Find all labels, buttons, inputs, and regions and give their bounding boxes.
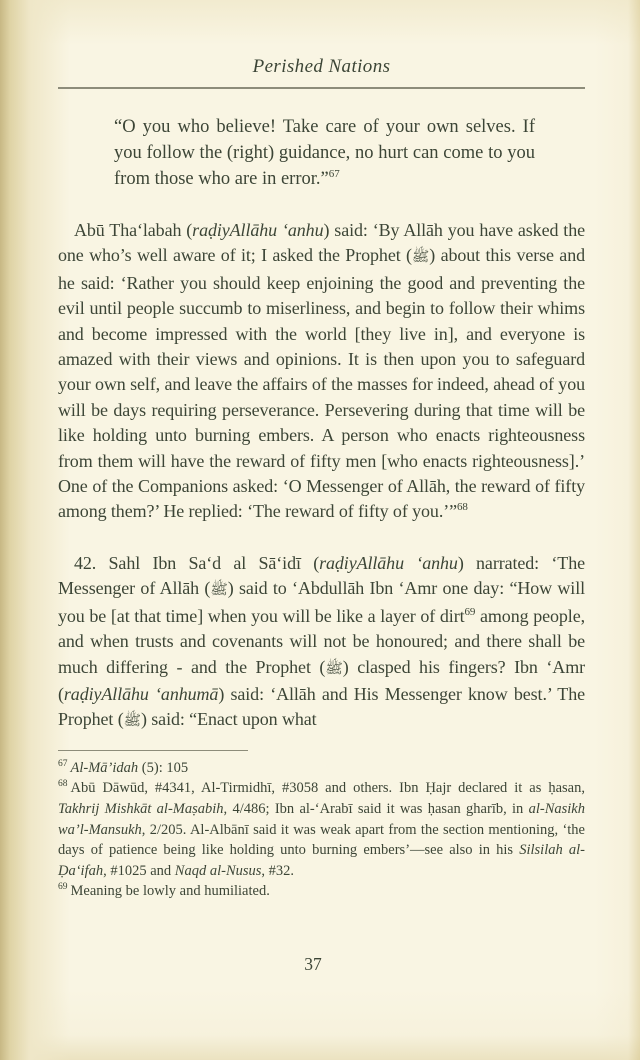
running-header [58, 56, 585, 78]
footnote-marker-69: 69 [58, 882, 68, 893]
footnote-67 [58, 758, 585, 779]
pbuh-symbol: ﷺ [123, 713, 141, 730]
footnote-68 [58, 778, 585, 881]
footnotes-section [58, 758, 585, 902]
header-rule [58, 87, 585, 89]
footnote-text-69: Meaning be lowly and humiliated. [70, 883, 270, 900]
footnote-text-67: Al-Mā’idah (5): 105 [70, 759, 189, 776]
footnote-text-68: Abū Dāwūd, #4341, Al-Tirmidhī, #3058 and others. Ibn Ḥajr declared it as ḥasan, Takhrij Mishkāt al-Maṣabih, 4/486; Ibn al-‘Arabī said it was ḥasan gharīb, in al-Nasikh wa’l-Mansukh, 2/205. Al-Albānī said it was weak apart from the section mentioning, ‘the days of patience being like holding unto burning embers’—see also in his Silsilah al-Ḍa‘ifah, #1025 and Naqd al-Nusus, #32. [58, 780, 585, 879]
hadith-paragraph-1: Abū Tha‘labah (raḍiyAllāhu ‘anhu) said: ‘By Allāh you have asked the one who’s well aware of it; I asked the Prophet (ﷺ) about this verse and he said: ‘Rather you should keep enjoining the good and preventing the evil until people succumb to miserliness, and begin to follow their whims and become impressed with the world [they live in], and everyone is amazed with their views and opinions. It is then upon you to safeguard your own self, and leave the affairs of the masses for indeed, ahead of you will be days requiring perseverance. Persevering during that time will be like holding unto burning embers. A person who enacts righteousness from them will have the reward of fifty men [who enacts righteousness].’ One of the Companions asked: ‘O Messenger of Allāh, the reward of fifty among them?’ He replied: ‘The reward of fifty of you.’”$^{68}$ [58, 220, 585, 522]
pbuh-symbol: ﷺ [325, 660, 343, 677]
page-number: 37 [304, 954, 322, 974]
page-title: Perished Nations [252, 56, 391, 77]
quran-quote: “O you who believe! Take care of your own selves. If you follow the (right) guidance, no hurt can come to you from those who are in error.”$^{67}$ [114, 117, 535, 189]
hadith-paragraph-2: 42. Sahl Ibn Sa‘d al Sā‘idī (raḍiyAllāhu ‘anhu) narrated: ‘The Messenger of Allāh (ﷺ) said to ‘Abdullāh Ibn ‘Amr one day: “How will you be [at that time] when you will be like a layer of dirt$^{69}$ among people, and when trusts and covenants will not be honoured; and there shall be much differing - and the Prophet (ﷺ) clasped his fingers? Ibn ‘Amr (raḍiyAllāhu ‘anhumā) said: ‘Allāh and His Messenger know best.’ The Prophet (ﷺ) said: “Enact upon what [58, 552, 585, 730]
pbuh-symbol: ﷺ [411, 249, 430, 266]
footnote-69 [58, 881, 585, 902]
pbuh-symbol: ﷺ [210, 582, 228, 599]
footnote-marker-67: 67 [58, 758, 68, 769]
footnote-marker-68: 68 [58, 779, 68, 790]
footnote-separator [58, 750, 248, 751]
